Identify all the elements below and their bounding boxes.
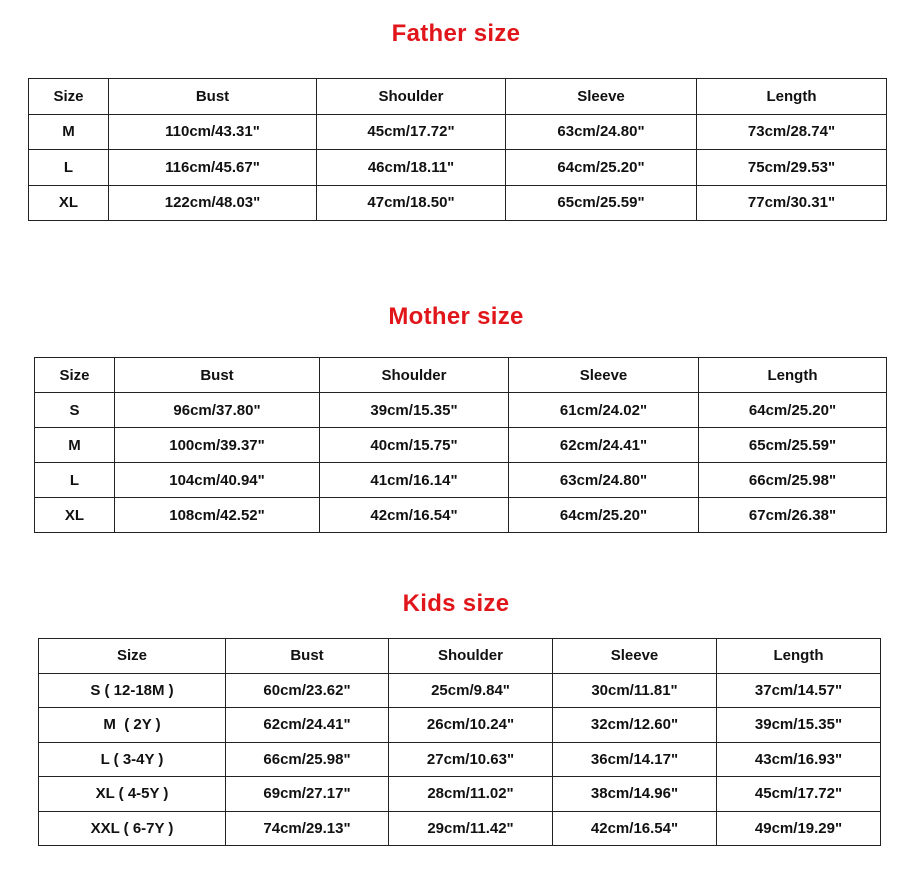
measurement-cell: 25cm/9.84" — [389, 673, 553, 708]
measurement-cell: 26cm/10.24" — [389, 708, 553, 743]
column-header: Bust — [109, 79, 317, 115]
measurement-cell: 64cm/25.20" — [699, 393, 887, 428]
measurement-cell: 62cm/24.41" — [509, 428, 699, 463]
table-row — [39, 742, 881, 777]
size-label-cell: XL ( 4-5Y ) — [39, 777, 226, 812]
father-size-table — [28, 78, 887, 221]
table-header-row — [39, 639, 881, 674]
measurement-cell: 27cm/10.63" — [389, 742, 553, 777]
measurement-cell: 63cm/24.80" — [509, 463, 699, 498]
measurement-cell: 42cm/16.54" — [553, 811, 717, 846]
father-size-title: Father size — [391, 20, 521, 47]
measurement-cell: 32cm/12.60" — [553, 708, 717, 743]
table-row — [39, 811, 881, 846]
measurement-cell: 61cm/24.02" — [509, 393, 699, 428]
size-label-cell: M ( 2Y ) — [39, 708, 226, 743]
table-header-row — [35, 358, 887, 393]
measurement-cell: 42cm/16.54" — [320, 498, 509, 533]
size-label-cell: S — [35, 393, 115, 428]
table-row — [39, 673, 881, 708]
column-header: Size — [39, 639, 226, 674]
size-label-cell: M — [35, 428, 115, 463]
measurement-cell: 47cm/18.50" — [317, 185, 506, 221]
table-row — [39, 777, 881, 812]
kids-size-title: Kids size — [402, 590, 510, 617]
table-row — [39, 708, 881, 743]
mother-size-table — [34, 357, 887, 533]
size-label-cell: XL — [35, 498, 115, 533]
measurement-cell: 46cm/18.11" — [317, 150, 506, 186]
size-label-cell: M — [29, 114, 109, 150]
column-header: Size — [35, 358, 115, 393]
column-header: Sleeve — [506, 79, 697, 115]
measurement-cell: 62cm/24.41" — [226, 708, 389, 743]
table-row — [35, 393, 887, 428]
measurement-cell: 74cm/29.13" — [226, 811, 389, 846]
column-header: Shoulder — [389, 639, 553, 674]
column-header: Bust — [115, 358, 320, 393]
measurement-cell: 39cm/15.35" — [320, 393, 509, 428]
measurement-cell: 65cm/25.59" — [699, 428, 887, 463]
size-label-cell: L — [29, 150, 109, 186]
measurement-cell: 66cm/25.98" — [226, 742, 389, 777]
measurement-cell: 69cm/27.17" — [226, 777, 389, 812]
measurement-cell: 64cm/25.20" — [506, 150, 697, 186]
column-header: Sleeve — [509, 358, 699, 393]
measurement-cell: 110cm/43.31" — [109, 114, 317, 150]
table-row — [35, 463, 887, 498]
measurement-cell: 37cm/14.57" — [717, 673, 881, 708]
measurement-cell: 45cm/17.72" — [717, 777, 881, 812]
size-label-cell: L ( 3-4Y ) — [39, 742, 226, 777]
table-row — [35, 498, 887, 533]
table-row — [29, 150, 887, 186]
measurement-cell: 45cm/17.72" — [317, 114, 506, 150]
measurement-cell: 30cm/11.81" — [553, 673, 717, 708]
measurement-cell: 29cm/11.42" — [389, 811, 553, 846]
measurement-cell: 116cm/45.67" — [109, 150, 317, 186]
measurement-cell: 100cm/39.37" — [115, 428, 320, 463]
measurement-cell: 73cm/28.74" — [697, 114, 887, 150]
table-row — [29, 185, 887, 221]
kids-size-table — [38, 638, 881, 846]
measurement-cell: 65cm/25.59" — [506, 185, 697, 221]
table-row — [29, 114, 887, 150]
column-header: Shoulder — [320, 358, 509, 393]
measurement-cell: 41cm/16.14" — [320, 463, 509, 498]
table-header-row — [29, 79, 887, 115]
measurement-cell: 36cm/14.17" — [553, 742, 717, 777]
measurement-cell: 60cm/23.62" — [226, 673, 389, 708]
measurement-cell: 104cm/40.94" — [115, 463, 320, 498]
measurement-cell: 67cm/26.38" — [699, 498, 887, 533]
column-header: Length — [697, 79, 887, 115]
measurement-cell: 96cm/37.80" — [115, 393, 320, 428]
measurement-cell: 108cm/42.52" — [115, 498, 320, 533]
measurement-cell: 39cm/15.35" — [717, 708, 881, 743]
size-label-cell: XL — [29, 185, 109, 221]
size-label-cell: L — [35, 463, 115, 498]
column-header: Shoulder — [317, 79, 506, 115]
measurement-cell: 49cm/19.29" — [717, 811, 881, 846]
measurement-cell: 38cm/14.96" — [553, 777, 717, 812]
column-header: Bust — [226, 639, 389, 674]
column-header: Sleeve — [553, 639, 717, 674]
column-header: Length — [717, 639, 881, 674]
size-label-cell: S ( 12-18M ) — [39, 673, 226, 708]
measurement-cell: 75cm/29.53" — [697, 150, 887, 186]
measurement-cell: 28cm/11.02" — [389, 777, 553, 812]
measurement-cell: 122cm/48.03" — [109, 185, 317, 221]
column-header: Size — [29, 79, 109, 115]
size-label-cell: XXL ( 6-7Y ) — [39, 811, 226, 846]
measurement-cell: 40cm/15.75" — [320, 428, 509, 463]
measurement-cell: 77cm/30.31" — [697, 185, 887, 221]
measurement-cell: 64cm/25.20" — [509, 498, 699, 533]
measurement-cell: 63cm/24.80" — [506, 114, 697, 150]
table-row — [35, 428, 887, 463]
measurement-cell: 66cm/25.98" — [699, 463, 887, 498]
measurement-cell: 43cm/16.93" — [717, 742, 881, 777]
mother-size-title: Mother size — [388, 303, 524, 330]
column-header: Length — [699, 358, 887, 393]
